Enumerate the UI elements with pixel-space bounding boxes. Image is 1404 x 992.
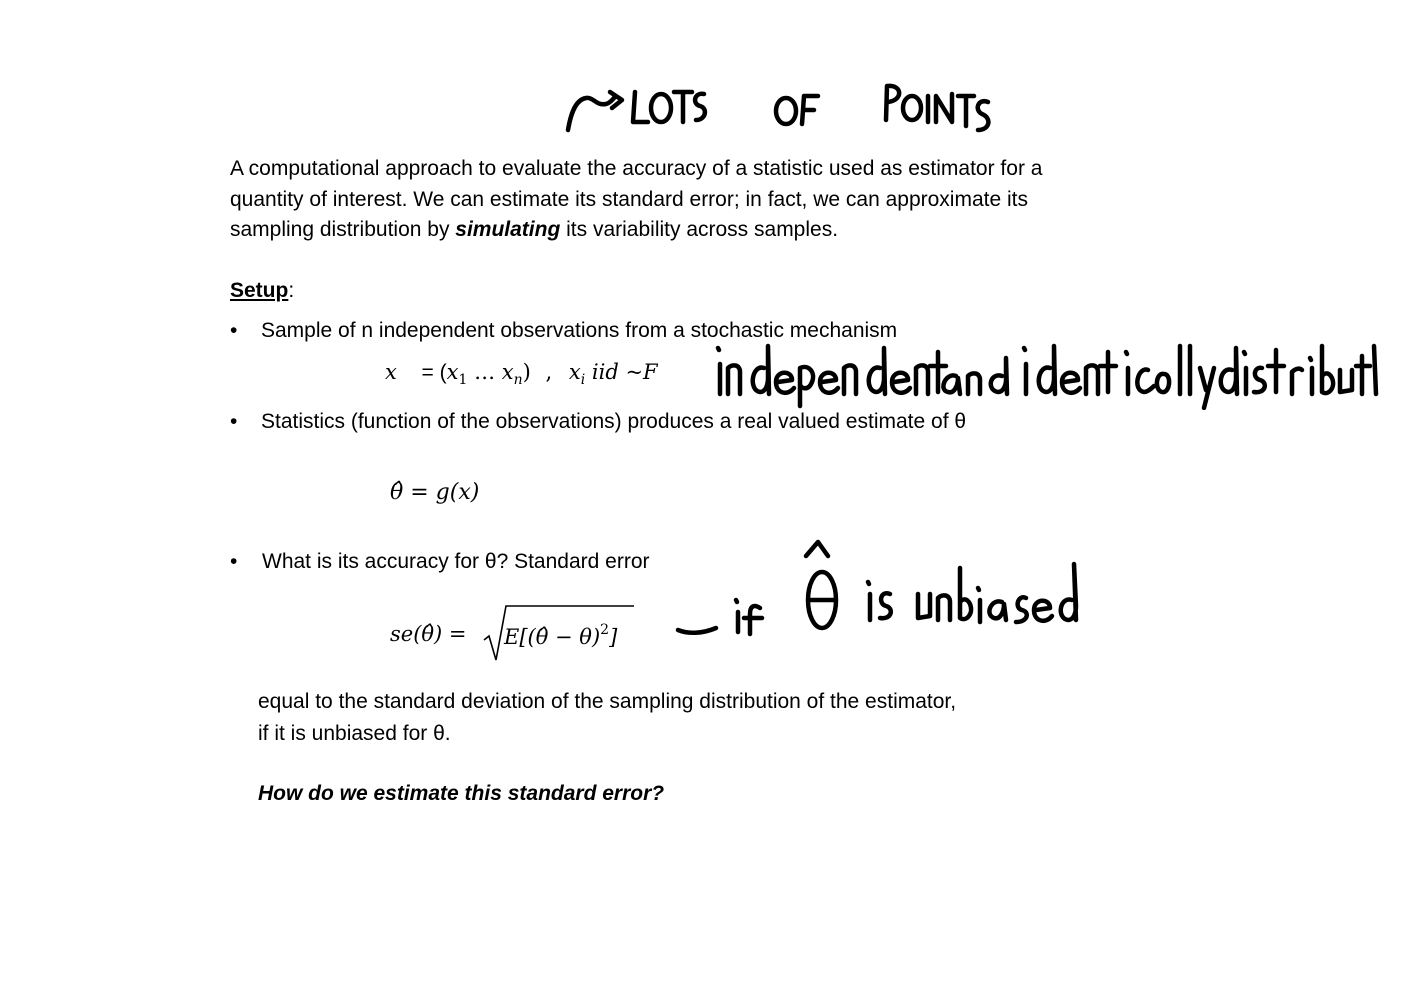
- intro-line-3: [230, 215, 1042, 246]
- handwriting-if-unbiased: [672, 538, 1082, 638]
- intro-line-1: A computational approach to evaluate the accuracy of a statistic used as estimator for a: [230, 157, 1043, 180]
- question-text: How do we estimate this standard error?: [258, 782, 665, 805]
- se-square: 2: [600, 622, 610, 638]
- handwriting-top-lots-of-points: [560, 78, 1000, 148]
- intro-line-2: quantity of interest. We can estimate its standard error; in fact, we can approximate its: [230, 187, 1028, 211]
- explanation-line-1: equal to the standard deviation of the sampling distribution of the estimator,: [258, 690, 957, 713]
- formula-x: x: [385, 360, 397, 384]
- sample-formula: [385, 360, 658, 388]
- estimate-formula: θ̂ = g(x): [390, 480, 480, 505]
- se-formula: [390, 622, 467, 646]
- bullet-marker: •: [230, 550, 238, 573]
- intro-line-3-start: sampling distribution by: [230, 218, 456, 241]
- se-lhs: se(θ̂) =: [390, 622, 467, 646]
- se-radicand: [504, 622, 617, 649]
- explanation-line-2: if it is unbiased for θ.: [258, 721, 451, 745]
- bullet-text: Statistics (function of the observations) produces a real valued estimate of θ: [261, 410, 967, 433]
- handwriting-iid-note: [712, 338, 1382, 410]
- setup-label: Setup: [230, 279, 289, 302]
- se-close-bracket: ]: [609, 625, 618, 649]
- formula-comma: ,: [545, 360, 553, 384]
- formula-xi-sub: i: [580, 372, 586, 388]
- intro-emphasis: simulating: [455, 218, 561, 241]
- bullet-text: What is its accuracy for θ? Standard error: [262, 550, 650, 573]
- bullet-marker: •: [230, 319, 238, 342]
- formula-x1-sub: 1: [458, 372, 468, 388]
- setup-heading: [230, 276, 294, 307]
- bullet-item-sample: [230, 316, 898, 347]
- formula-equals: = (: [421, 361, 447, 384]
- formula-x1: x: [446, 360, 459, 384]
- bullet-item-accuracy: [230, 547, 650, 578]
- intro-paragraph: [230, 154, 1042, 246]
- se-inner: E[(θ̂ − θ): [504, 625, 601, 649]
- formula-dots: …: [467, 360, 502, 384]
- formula-xi: x: [568, 360, 581, 384]
- bullet-marker: •: [230, 410, 238, 433]
- formula-xn-sub: n: [513, 372, 523, 388]
- formula-iid: iid ~F: [585, 360, 658, 384]
- intro-line-3-end: its variability across samples.: [560, 218, 839, 241]
- bullet-text: Sample of n independent observations from a stochastic mechanism: [261, 319, 898, 342]
- formula-xn: x: [501, 360, 514, 384]
- bullet-item-statistics: [230, 407, 967, 438]
- setup-colon: :: [288, 279, 295, 302]
- formula-close-paren: ): [522, 360, 531, 384]
- explanation-paragraph: [258, 687, 956, 749]
